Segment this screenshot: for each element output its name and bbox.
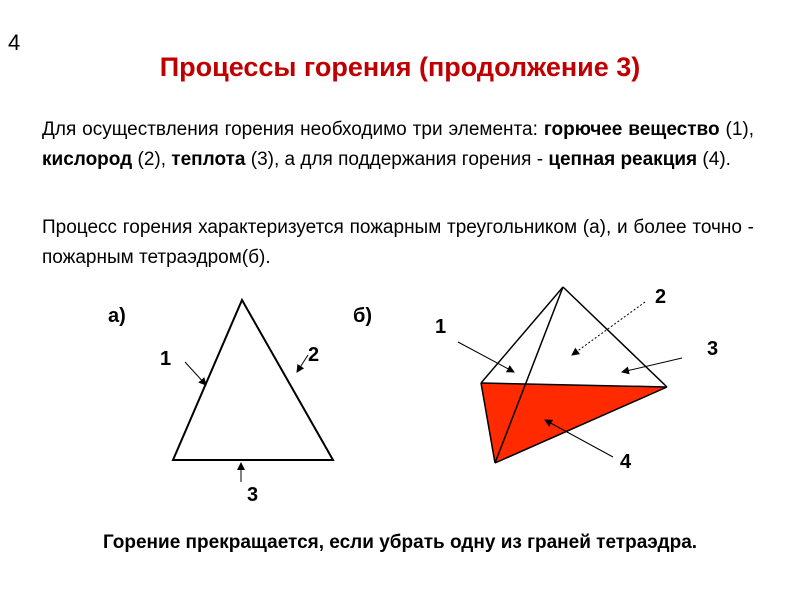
page-title: Процессы горения (продолжение 3)	[159, 52, 641, 82]
figure-a-label: а)	[108, 305, 126, 327]
arrow-3	[622, 358, 682, 372]
paragraph-characterization: Процесс горения характеризуется пожарным треугольником (а), и более точно - пожарным тетраэдром(б).	[42, 217, 754, 268]
fire-tetrahedron	[353, 286, 718, 473]
triangle-shape	[173, 300, 333, 460]
text-span: (2),	[132, 149, 172, 170]
term-heat: теплота	[171, 149, 246, 170]
arrow-1	[185, 362, 206, 385]
figure-b-label: б)	[353, 305, 373, 327]
fire-triangle	[108, 300, 333, 506]
tetrahedron-label-3: 3	[707, 338, 719, 360]
triangle-label-2: 2	[308, 344, 320, 366]
term-oxygen: кислород	[42, 149, 133, 170]
tetrahedron-bottom-face	[481, 383, 667, 463]
text-span: Для осуществления горения необходимо три элемента:	[42, 119, 544, 140]
arrow-2-dotted	[572, 302, 645, 355]
arrow-1	[458, 342, 514, 372]
text-span: (3), а для поддержания горения -	[245, 149, 549, 170]
triangle-label-3: 3	[247, 484, 259, 506]
term-fuel: горючее вещество	[543, 119, 720, 140]
triangle-label-1: 1	[160, 348, 172, 370]
slide-number: 4	[8, 30, 21, 55]
term-chain-reaction: цепная реакция	[548, 149, 698, 170]
tetrahedron-label-1: 1	[435, 316, 447, 338]
tetrahedron-label-4: 4	[620, 451, 632, 473]
edge	[563, 287, 667, 387]
tetrahedron-label-2: 2	[655, 286, 667, 308]
footer-note: Горение прекращается, если убрать одну из граней тетраэдра.	[102, 532, 698, 553]
text-span: (4).	[697, 149, 731, 170]
text-span: (1),	[719, 119, 754, 140]
edge	[481, 287, 563, 383]
arrow-2	[297, 355, 308, 372]
